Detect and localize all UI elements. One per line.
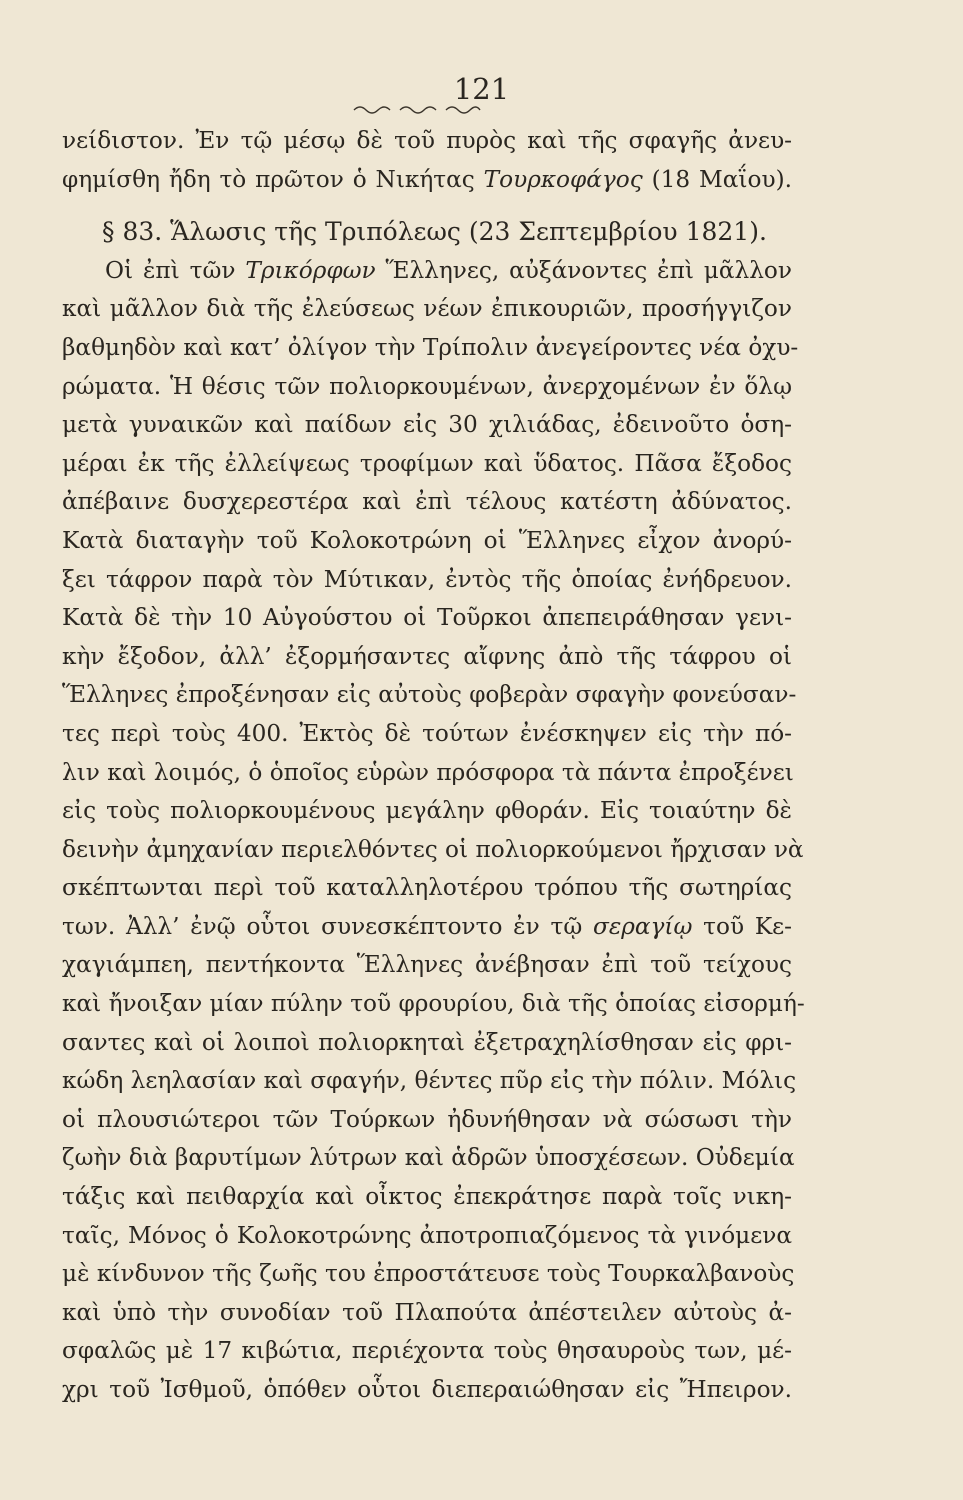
text-line: Κατὰ δὲ τὴν 10 Αὐγούστου οἱ Τοῦρκοι ἀπεπειράθησαν γενι- xyxy=(62,604,792,632)
text-line: νείδιστον. Ἐν τῷ μέσῳ δὲ τοῦ πυρὸς καὶ τῆς σφαγῆς ἀνευ- xyxy=(62,127,792,154)
text-line: χρι τοῦ Ἰσθμοῦ, ὁπόθεν οὗτοι διεπεραιώθησαν εἰς Ἤπειρον. xyxy=(62,1376,792,1403)
text-line: σαντες καὶ οἱ λοιποὶ πολιορκηταὶ ἐξετραχηλίσθησαν εἰς φρι- xyxy=(62,1028,792,1056)
text-line: δεινὴν ἀμηχανίαν περιελθόντες οἱ πολιορκούμενοι ἤρχισαν νὰ xyxy=(62,835,804,863)
text-line: εἰς τοὺς πολιορκουμένους μεγάλην φθοράν. Εἰς τοιαύτην δὲ xyxy=(62,797,792,825)
italic-place: Τρικόρφων xyxy=(245,256,376,284)
text-line: ρώματα. Ἡ θέσις τῶν πολιορκουμένων, ἀνερχομένων ἐν ὅλῳ xyxy=(62,372,792,400)
text-line: οἱ πλουσιώτεροι τῶν Τούρκων ἠδυνήθησαν νὰ σώσωσι τὴν xyxy=(62,1105,792,1133)
text-line: τάξις καὶ πειθαρχία καὶ οἶκτος ἐπεκράτησε παρὰ τοῖς νικη- xyxy=(62,1183,792,1211)
italic-name: Τουρκοφάγος xyxy=(483,165,643,193)
text-line: Ἕλληνες ἐπροξένησαν εἰς αὐτοὺς φοβερὰν σφαγὴν φονεύσαν- xyxy=(62,681,797,709)
text-line: τες περὶ τοὺς 400. Ἐκτὸς δὲ τούτων ἐνέσκηψεν εἰς τὴν πό- xyxy=(62,719,792,747)
text-line: ἀπέβαινε δυσχερεστέρα καὶ ἐπὶ τέλους κατέστη ἀδύνατος. xyxy=(62,488,792,516)
wavy-rule-ornament xyxy=(352,102,482,116)
text-line: των. Ἀλλ’ ἐνῷ οὗτοι συνεσκέπτοντο ἐν τῷ σεραγίῳ τοῦ Κε- xyxy=(62,912,792,940)
section-heading: § 83. Ἅλωσις τῆς Τριπόλεως (23 Σεπτεμβρίου 1821). xyxy=(102,217,767,247)
text-line: ξει τάφρον παρὰ τὸν Μύτικαν, ἐντὸς τῆς ὁποίας ἐνήδρευον. xyxy=(62,565,792,593)
text-line: ζωὴν διὰ βαρυτίμων λύτρων καὶ ἁδρῶν ὑποσχέσεων. Οὐδεμία xyxy=(62,1144,795,1172)
text-line: μέραι ἐκ τῆς ἐλλείψεως τροφίμων καὶ ὕδατος. Πᾶσα ἔξοδος xyxy=(62,449,792,477)
text-line: Οἱ ἐπὶ τῶν Τρικόρφων Ἕλληνες, αὐξάνοντες ἐπὶ μᾶλλον xyxy=(105,256,792,284)
text-block xyxy=(62,122,805,1410)
text-line: σφαλῶς μὲ 17 κιβώτια, περιέχοντα τοὺς θησαυροὺς των, μέ- xyxy=(62,1337,792,1365)
italic-word: σεραγίῳ xyxy=(592,912,693,940)
text-line: σκέπτωνται περὶ τοῦ καταλληλοτέρου τρόπου τῆς σωτηρίας xyxy=(62,874,792,902)
text-line: φημίσθη ἤδη τὸ πρῶτον ὁ Νικήτας Τουρκοφάγος (18 Μαΐου). xyxy=(62,165,792,193)
text-line: μὲ κίνδυνον τῆς ζωῆς του ἐπροστάτευσε τοὺς Τουρκαλβανοὺς xyxy=(62,1260,795,1288)
text-line: λιν καὶ λοιμός, ὁ ὁποῖος εὑρὼν πρόσφορα τὰ πάντα ἐπροξένει xyxy=(62,758,794,786)
page-number: 121 xyxy=(453,72,510,106)
text-line: καὶ μᾶλλον διὰ τῆς ἐλεύσεως νέων ἐπικουριῶν, προσήγγιζον xyxy=(62,295,792,323)
text-line: ταῖς, Μόνος ὁ Κολοκοτρώνης ἀποτροπιαζόμενος τὰ γινόμενα xyxy=(62,1221,792,1249)
text-line: καὶ ἤνοιξαν μίαν πύλην τοῦ φρουρίου, διὰ τῆς ὁποίας εἰσορμή- xyxy=(62,990,805,1018)
text-line: κὴν ἔξοδον, ἀλλ’ ἐξορμήσαντες αἴφνης ἀπὸ τῆς τάφρου οἱ xyxy=(62,642,792,670)
text-line: κώδη λεηλασίαν καὶ σφαγήν, θέντες πῦρ εἰς τὴν πόλιν. Μόλις xyxy=(62,1067,797,1095)
text-line: Κατὰ διαταγὴν τοῦ Κολοκοτρώνη οἱ Ἕλληνες εἶχον ἀνορύ- xyxy=(62,526,792,554)
text-line: καὶ ὑπὸ τὴν συνοδίαν τοῦ Πλαπούτα ἀπέστειλεν αὐτοὺς ἀ- xyxy=(62,1298,792,1326)
text-line: χαγιάμπεη, πεντήκοντα Ἕλληνες ἀνέβησαν ἐπὶ τοῦ τείχους xyxy=(62,951,792,979)
text-line: βαθμηδὸν καὶ κατ’ ὀλίγον τὴν Τρίπολιν ἀνεγείροντες νέα ὀχυ- xyxy=(62,333,799,361)
text-line: μετὰ γυναικῶν καὶ παίδων εἰς 30 χιλιάδας, ἐδεινοῦτο ὁση- xyxy=(62,411,792,439)
